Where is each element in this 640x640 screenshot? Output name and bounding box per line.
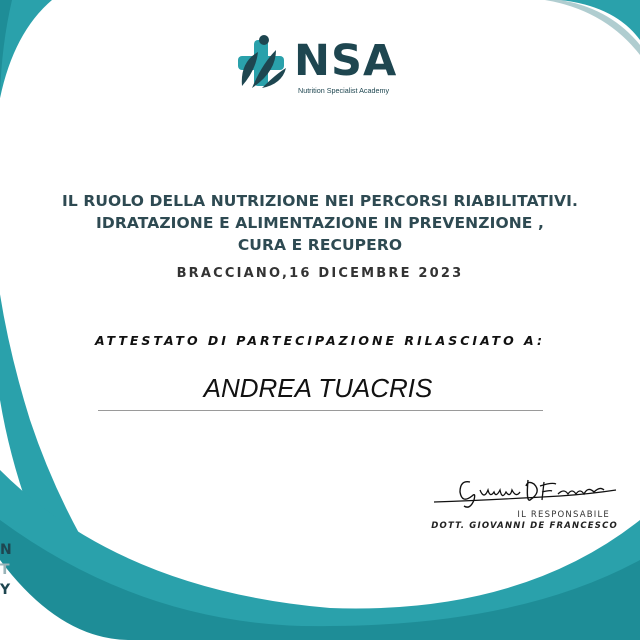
leaf-person-icon xyxy=(232,34,292,92)
edge-letter-1: N xyxy=(0,542,12,558)
handwritten-signature xyxy=(430,472,620,510)
course-title-line-2: IDRATAZIONE E ALIMENTAZIONE IN PREVENZIONE , xyxy=(96,214,544,232)
edge-letter-3: Y xyxy=(0,582,11,598)
edge-partial-text xyxy=(0,540,12,600)
course-title-line-1: IL RUOLO DELLA NUTRIZIONE NEI PERCORSI RIABILITATIVI. xyxy=(61,192,578,210)
signatory-name: DOTT. GIOVANNI DE FRANCESCO xyxy=(431,521,618,531)
logo-wordmark: NSA xyxy=(294,36,398,86)
nsa-logo xyxy=(228,32,418,100)
name-underline xyxy=(98,410,543,411)
issued-to-label: ATTESTATO DI PARTECIPAZIONE RILASCIATO A: xyxy=(95,333,545,348)
signatory-role: IL RESPONSABILE xyxy=(517,510,610,520)
logo-tagline: Nutrition Specialist Academy xyxy=(298,86,390,95)
course-title-line-3: CURA E RECUPERO xyxy=(237,236,403,254)
edge-letter-2: T xyxy=(0,562,10,578)
recipient-name: ANDREA TUACRIS xyxy=(203,373,433,403)
event-place-date: BRACCIANO,16 DICEMBRE 2023 xyxy=(176,266,464,281)
